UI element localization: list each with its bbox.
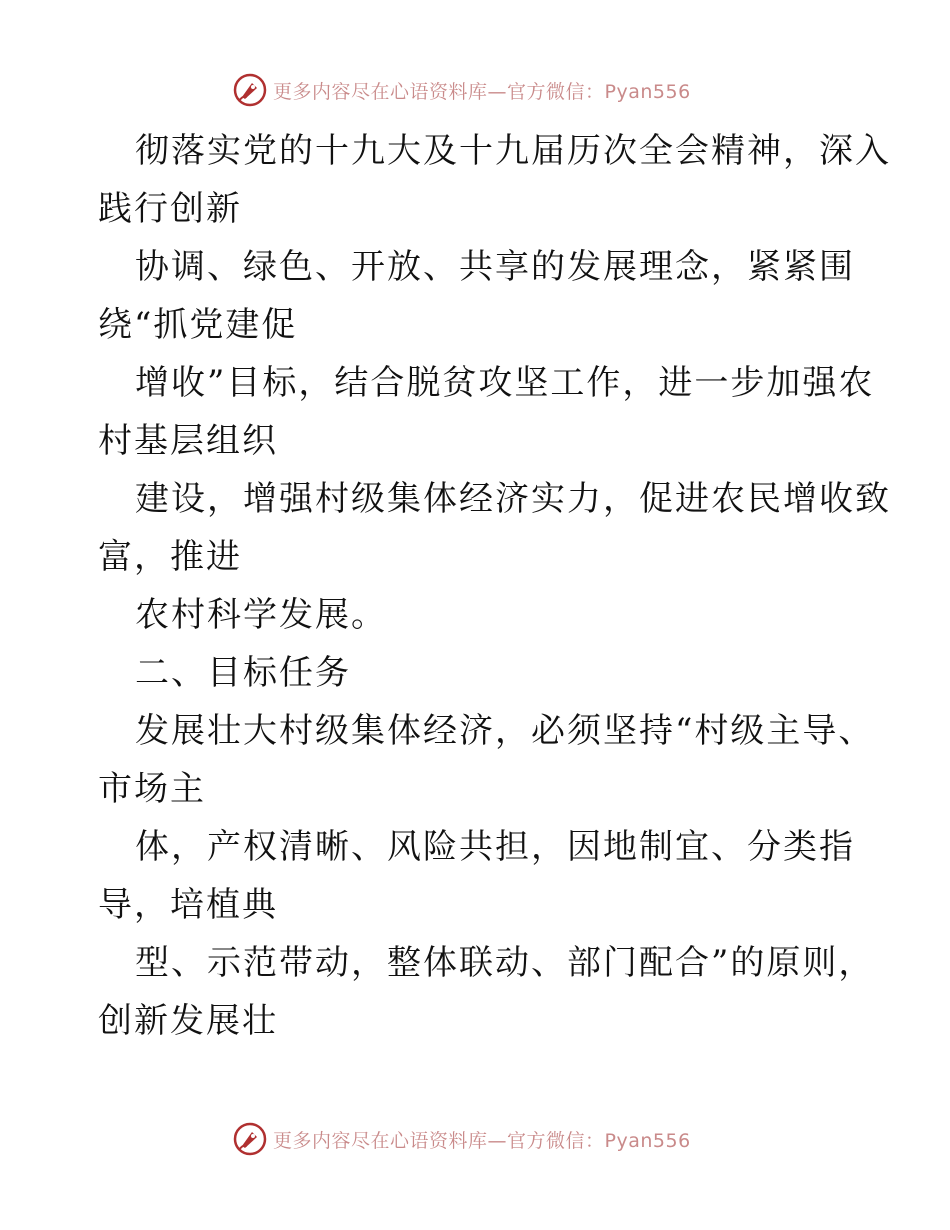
document-body: [98, 122, 891, 1050]
header-watermark-banner: [233, 72, 691, 108]
section-heading: 二、目标任务: [135, 653, 351, 693]
text-line: 绕“抓党建促: [98, 305, 298, 345]
text-line: 农村科学发展。: [135, 595, 387, 635]
text-line: 发展壮大村级集体经济，必须坚持“村级主导、: [135, 711, 875, 751]
text-line: 创新发展壮: [98, 1001, 278, 1041]
footer-banner-text: 更多内容尽在心语资料库—官方微信：Pyan556: [273, 1129, 691, 1152]
pen-nib-logo-icon: [233, 73, 267, 107]
text-line: 建设，增强村级集体经济实力，促进农民增收致: [135, 479, 891, 519]
text-line: 协调、绿色、开放、共享的发展理念，紧紧围: [135, 247, 855, 287]
pen-nib-logo-icon: [233, 1122, 267, 1156]
text-line: 富，推进: [98, 537, 242, 577]
text-line: 村基层组织: [98, 421, 278, 461]
header-banner-text: 更多内容尽在心语资料库—官方微信：Pyan556: [273, 80, 691, 103]
text-line: 彻落实党的十九大及十九届历次全会精神，深入: [135, 131, 891, 171]
footer-watermark-banner: [233, 1121, 691, 1157]
text-line: 型、示范带动，整体联动、部门配合”的原则，: [135, 943, 875, 983]
text-line: 导，培植典: [98, 885, 278, 925]
text-line: 体，产权清晰、风险共担，因地制宜、分类指: [135, 827, 855, 867]
text-line: 增收”目标，结合脱贫攻坚工作，进一步加强农: [135, 363, 875, 403]
text-line: 市场主: [98, 769, 206, 809]
text-line: 践行创新: [98, 189, 242, 229]
